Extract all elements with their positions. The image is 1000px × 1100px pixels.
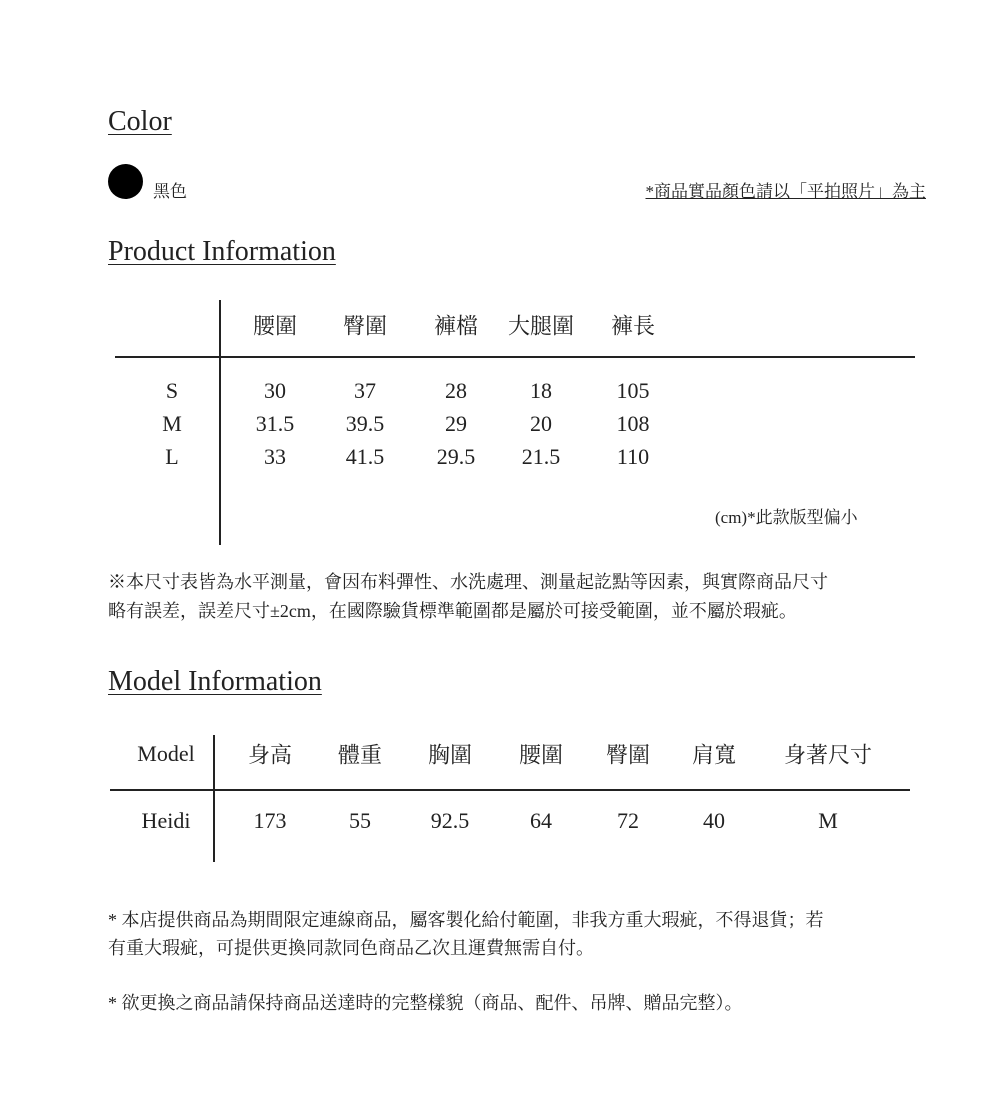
table-cell: 41.5 — [345, 444, 385, 469]
table-cell: 30 — [264, 378, 286, 403]
disclaimer-line-2: 略有誤差，誤差尺寸±2cm，在國際驗貨標準範圍都是屬於可接受範圍，並不屬於瑕疵。 — [108, 601, 797, 621]
table-cell: 110 — [616, 444, 650, 469]
model-cell: 92.5 — [430, 808, 470, 833]
column-header: 褲長 — [610, 313, 656, 339]
model-column-header: 胸圍 — [427, 742, 473, 768]
color-swatch-black[interactable] — [108, 164, 143, 199]
policy-line-3: * 欲更換之商品請保持商品送達時的完整樣貌（商品、配件、吊牌、贈品完整）。 — [108, 993, 743, 1013]
policy-line-2: 有重大瑕疵，可提供更換同款同色商品乙次且運費無需自付。 — [108, 938, 594, 958]
model-cell: 64 — [530, 808, 552, 833]
table-cell: 31.5 — [255, 411, 295, 436]
model-cell: 40 — [703, 808, 725, 833]
color-name: 黑色 — [153, 182, 187, 201]
table-cell: 21.5 — [521, 444, 561, 469]
column-header: 褲檔 — [433, 313, 479, 339]
model-cell: Heidi — [141, 808, 191, 833]
table-cell: 39.5 — [345, 411, 385, 436]
model-column-header: Model — [137, 741, 195, 766]
table-cell: 105 — [616, 378, 650, 403]
disclaimer-line-1: ※本尺寸表皆為水平測量，會因布料彈性、水洗處理、測量起訖點等因素，與實際商品尺寸 — [108, 572, 828, 592]
product-info-title: Product Information — [108, 236, 336, 267]
size-label: L — [165, 444, 179, 469]
model-cell: 55 — [349, 808, 371, 833]
color-note: *商品實品顏色請以「平拍照片」為主 — [645, 182, 926, 201]
model-column-header: 體重 — [337, 742, 383, 768]
table-cell: 28 — [445, 378, 467, 403]
model-divider-vertical — [213, 735, 215, 862]
table-cell: 37 — [354, 378, 376, 403]
model-info-title: Model Information — [108, 666, 322, 697]
table-cell: 108 — [616, 411, 650, 436]
model-column-header: 腰圍 — [518, 742, 564, 768]
table-divider-horizontal — [115, 356, 915, 358]
model-column-header: 身高 — [247, 742, 293, 768]
color-title: Color — [108, 106, 172, 137]
size-label: S — [165, 378, 179, 403]
column-header: 腰圍 — [252, 313, 298, 339]
model-cell: 173 — [253, 808, 287, 833]
policy-line-1: * 本店提供商品為期間限定連線商品，屬客製化給付範圍，非我方重大瑕疵，不得退貨；若 — [108, 910, 824, 930]
model-column-header: 臀圍 — [605, 742, 651, 768]
size-label: M — [162, 411, 182, 436]
model-cell: 72 — [617, 808, 639, 833]
table-cell: 18 — [530, 378, 552, 403]
table-cell: 29.5 — [436, 444, 476, 469]
model-divider-horizontal — [110, 789, 910, 791]
table-divider-vertical — [219, 300, 221, 545]
table-cell: 33 — [264, 444, 286, 469]
model-column-header: 身著尺寸 — [783, 742, 873, 768]
unit-note: (cm)*此款版型偏小 — [715, 508, 858, 527]
table-cell: 29 — [445, 411, 467, 436]
table-cell: 20 — [530, 411, 552, 436]
model-cell: M — [818, 808, 838, 833]
model-column-header: 肩寬 — [691, 742, 737, 768]
column-header: 臀圍 — [342, 313, 388, 339]
column-header: 大腿圍 — [507, 313, 575, 339]
